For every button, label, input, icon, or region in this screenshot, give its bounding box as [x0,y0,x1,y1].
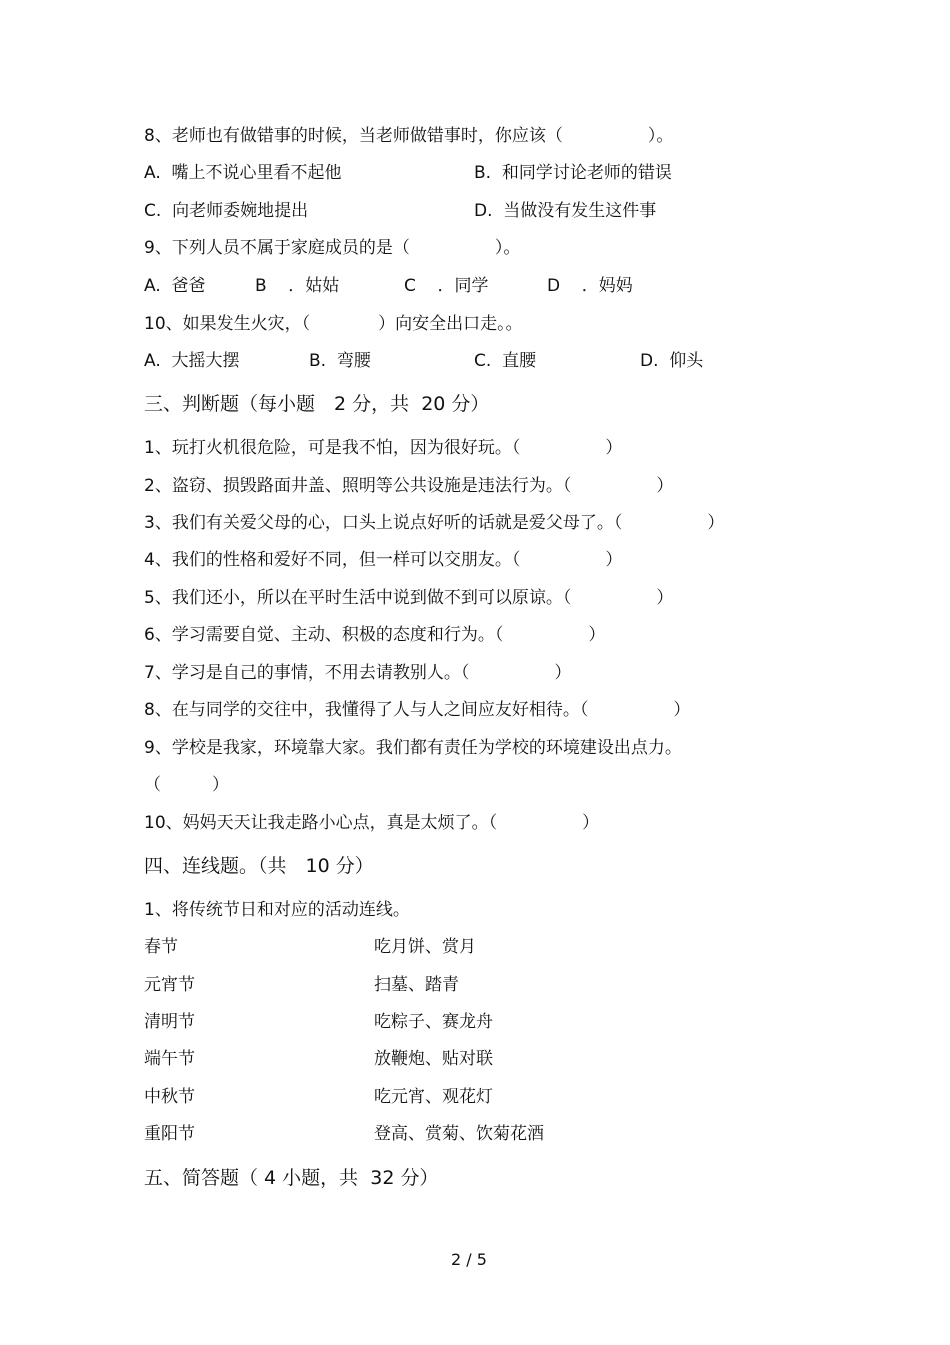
festival-activity: 登高、赏菊、饮菊花酒 [374,1124,544,1144]
judgement-item: 2、盗窃、损毁路面井盖、照明等公共设施是违法行为。（ ） [144,476,674,496]
matching-instruction: 1、将传统节日和对应的活动连线。 [144,900,410,920]
q9-option-c: C ．同学 [404,276,489,296]
section-4-title: 四、连线题。（共 10 分） [144,855,374,877]
festival-name: 春节 [144,937,178,957]
judgement-item: 10、妈妈天天让我走路小心点，真是太烦了。（ ） [144,813,600,833]
q10-option-a: A. 大摇大摆 [144,351,240,371]
section-5-title: 五、简答题（ 4 小题，共 32 分） [144,1167,439,1189]
q8-stem: 8、老师也有做错事的时候，当老师做错事时，你应该（ ）。 [144,126,674,146]
q8-option-d: D. 当做没有发生这件事 [474,201,657,221]
festival-activity: 放鞭炮、贴对联 [374,1049,493,1069]
judgement-item: 9、学校是我家，环境靠大家。我们都有责任为学校的环境建设出点力。 [144,738,682,758]
festival-name: 元宵节 [144,975,195,995]
q9-option-b: B ．姑姑 [255,276,340,296]
festival-activity: 吃粽子、赛龙舟 [374,1012,493,1032]
q8-option-a: A. 嘴上不说心里看不起他 [144,163,342,183]
judgement-item: 1、玩打火机很危险，可是我不怕，因为很好玩。（ ） [144,438,623,458]
judgement-item: 8、在与同学的交往中，我懂得了人与人之间应友好相待。（ ） [144,700,691,720]
judgement-item: 5、我们还小，所以在平时生活中说到做不到可以原谅。（ ） [144,588,674,608]
judgement-item-continuation: （ ） [144,775,229,795]
festival-name: 端午节 [144,1049,195,1069]
page-number: 2 / 5 [451,1250,487,1269]
q8-option-c: C. 向老师委婉地提出 [144,201,309,221]
q10-option-d: D. 仰头 [640,351,704,371]
q9-option-d: D ．妈妈 [547,276,633,296]
festival-activity: 吃元宵、观花灯 [374,1087,493,1107]
q9-stem: 9、下列人员不属于家庭成员的是（ ）。 [144,238,521,258]
q10-stem: 10、如果发生火灾，（ ）向安全出口走。。 [144,314,523,334]
q9-option-a: A. 爸爸 [144,276,206,296]
judgement-item: 7、学习是自己的事情，不用去请教别人。（ ） [144,663,572,683]
q10-option-b: B. 弯腰 [309,351,371,371]
judgement-item: 4、我们的性格和爱好不同，但一样可以交朋友。（ ） [144,550,623,570]
q10-option-c: C. 直腰 [474,351,537,371]
festival-activity: 扫墓、踏青 [374,975,459,995]
q8-option-b: B. 和同学讨论老师的错误 [474,163,672,183]
festival-name: 重阳节 [144,1124,195,1144]
festival-name: 清明节 [144,1012,195,1032]
festival-name: 中秋节 [144,1087,195,1107]
section-3-title: 三、判断题（每小题 2 分，共 20 分） [144,393,490,415]
judgement-item: 6、学习需要自觉、主动、积极的态度和行为。（ ） [144,625,606,645]
judgement-item: 3、我们有关爱父母的心，口头上说点好听的话就是爱父母了。（ ） [144,513,725,533]
festival-activity: 吃月饼、赏月 [374,937,476,957]
